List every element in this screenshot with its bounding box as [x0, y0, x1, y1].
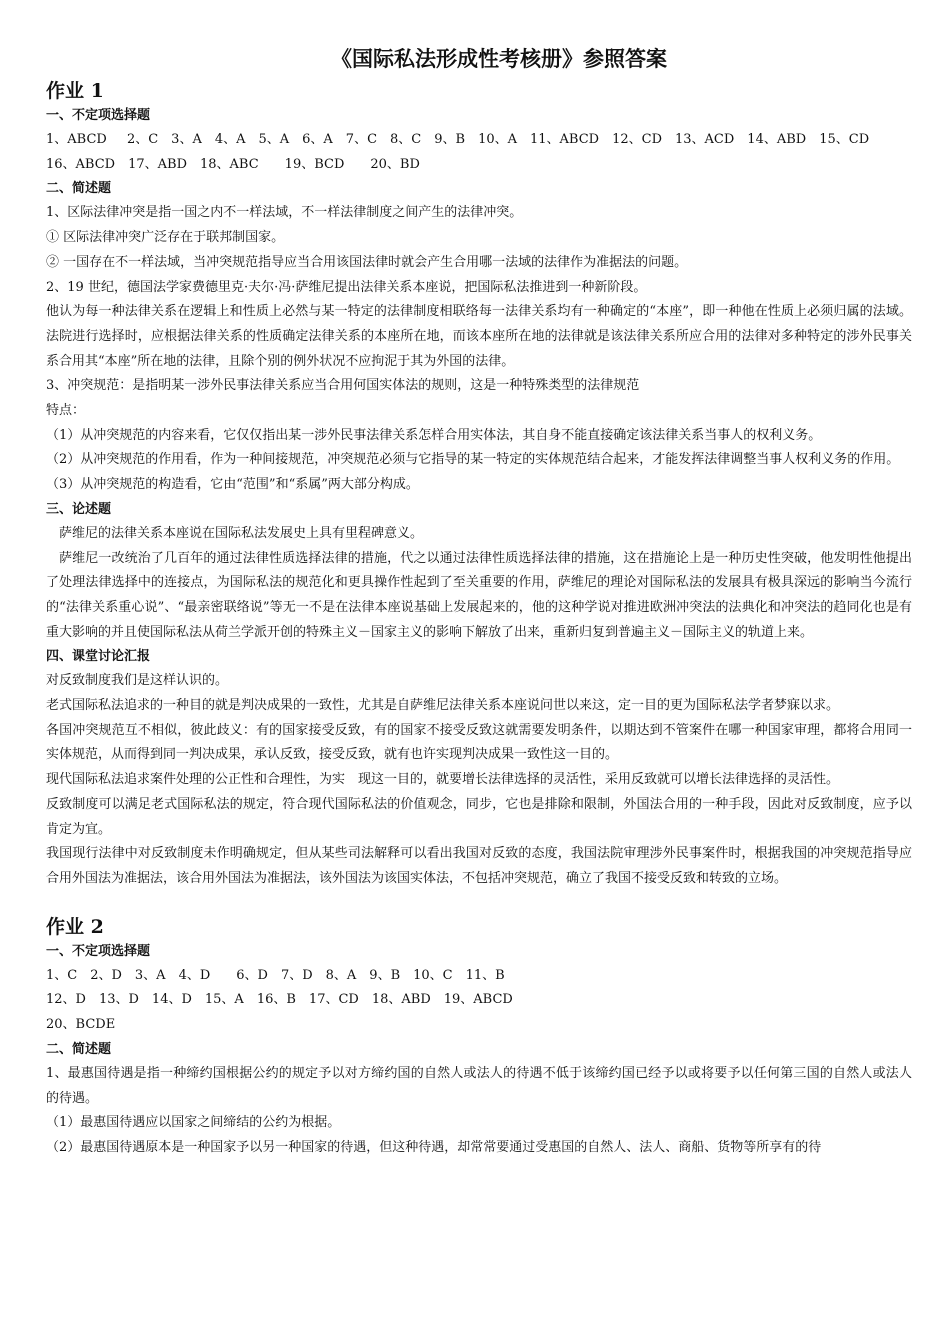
paragraph: （1）从冲突规范的内容来看，它仅仅指出某一涉外民事法律关系怎样合用实体法，其自身不能直接确定该法律关系当事人的权利义务。	[46, 427, 822, 443]
paragraph: 萨维尼一改统治了几百年的通过法律性质选择法律的措施，代之以通过法律性质选择法律的措施，这在措施论上是一种历史性突破，他发明性他提出了处理法律选择中的连接点，为国际私法的规范化和更具操作性起到了至关重要的作用，萨维尼的理论对国际私法的发展具有极具深远的影响当今流行的“法律关系重心说”、“最亲密联络说”等无一不是在法律本座说基础上发展起来的，他的这种学说对推进欧洲冲突法的法典化和冲突法的趋同化也是有重大影响的并且使国际私法从荷兰学派开创的特殊主义－国家主义的影响下解放了出来，重新归复到普遍主义－国际主义的轨道上来。	[46, 550, 912, 640]
paragraph: 现代国际私法追求案件处理的公正性和合理性，为实 现这一目的，就要增长法律选择的灵活性，采用反致就可以增长法律选择的灵活性。	[46, 772, 840, 788]
hw2-answers-line-2: 12、D 13、D 14、D 15、A 16、B 17、CD 18、ABD 19、ABCD	[46, 992, 513, 1008]
document-page	[46, 44, 912, 1161]
paragraph: 3、冲突规范：是指明某一涉外民事法律关系应当合用何国实体法的规则，这是一种特殊类型的法律规范	[46, 378, 640, 394]
paragraph: 1、区际法律冲突是指一国之内不一样法域，不一样法律制度之间产生的法律冲突。	[46, 205, 523, 221]
hw1-section-essay: 三、论述题	[46, 501, 112, 517]
homework-2-title: 作业 2	[46, 915, 104, 938]
hw2-section-short: 二、简述题	[46, 1041, 112, 1057]
hw1-section-discussion: 四、课堂讨论汇报	[46, 649, 151, 665]
paragraph: 我国现行法律中对反致制度未作明确规定，但从某些司法解释可以看出我国对反致的态度，我国法院审理涉外民事案件时，根据我国的冲突规范指导应合用外国法为准据法，该合用外国法为准据法，该外国法为该国实体法，不包括冲突规范，确立了我国不接受反致和转致的立场。	[46, 846, 912, 886]
paragraph: 他认为每一种法律关系在逻辑上和性质上必然与某一特定的法律制度相联络每一法律关系均有一种确定的“本座”，即一种他在性质上必须归属的法域。法院进行选择时，应根据法律关系的性质确定法律关系的本座所在地，而该本座所在地的法律就是该法律关系所应合用的法律对多种特定的涉外民事关系合用其“本座”所在地的法律，且除个别的例外状况不应拘泥于其为外国的法律。	[46, 304, 912, 369]
paragraph: 各国冲突规范互不相似，彼此歧义：有的国家接受反致，有的国家不接受反致这就需要发明条件，以期达到不管案件在哪一种国家审理，都将合用同一实体规范，从而得到同一判决成果，承认反致，接受反致，就有也许实现判决成果一致性这一目的。	[46, 722, 912, 763]
hw2-answers-line-1: 1、C 2、D 3、A 4、D 6、D 7、D 8、A 9、B 10、C 11、B	[46, 967, 505, 983]
hw1-answers-line-1: 1、ABCD 2、C 3、A 4、A 5、A 6、A 7、C 8、C 9、B 10、A 11、ABCD 12、CD 13、ACD 14、ABD 15、CD	[46, 132, 870, 147]
paragraph: 老式国际私法追求的一种目的就是判决成果的一致性，尤其是自萨维尼法律关系本座说问世以来这，定一目的更为国际私法学者梦寐以求。	[46, 698, 840, 714]
paragraph: （2）从冲突规范的作用看，作为一种间接规范，冲突规范必须与它指导的某一特定的实体规范结合起来，才能发挥法律调整当事人权利义务的作用。	[46, 452, 900, 468]
document-title: 《国际私法形成性考核册》参照答案	[331, 46, 667, 71]
hw1-answers-line-2: 16、ABCD 17、ABD 18、ABC 19、BCD 20、BD	[46, 156, 420, 172]
hw1-section-choice: 一、不定项选择题	[46, 108, 151, 123]
paragraph: 萨维尼的法律关系本座说在国际私法发展史上具有里程碑意义。	[59, 525, 424, 541]
paragraph: 特点：	[46, 403, 86, 419]
paragraph: 反致制度可以满足老式国际私法的规定，符合现代国际私法的价值观念，同步，它也是排除和限制，外国法合用的一种手段，因此对反致制度，应予以肯定为宜。	[46, 796, 912, 837]
paragraph: ② 一国存在不一样法域，当冲突规范指导应当合用该国法律时就会产生合用哪一法域的法律作为准据法的问题。	[46, 254, 688, 270]
hw2-answers-line-3: 20、BCDE	[46, 1017, 116, 1033]
paragraph: （3）从冲突规范的构造看，它由“范围”和“系属”两大部分构成。	[46, 477, 419, 493]
hw1-section-short: 二、简述题	[46, 181, 112, 197]
paragraph: 对反致制度我们是这样认识的。	[46, 673, 229, 689]
paragraph: 1、最惠国待遇是指一种缔约国根据公约的规定予以对方缔约国的自然人或法人的待遇不低于该缔约国已经予以或将要予以任何第三国的自然人或法人的待遇。	[46, 1065, 912, 1106]
homework-1-title: 作业 1	[46, 80, 104, 102]
paragraph: ① 区际法律冲突广泛存在于联邦制国家。	[46, 230, 285, 246]
paragraph: （1）最惠国待遇应以国家之间缔结的公约为根据。	[46, 1115, 341, 1131]
section-spacer	[46, 892, 912, 914]
paragraph: 2、19 世纪，德国法学家费德里克·夫尔·冯·萨维尼提出法律关系本座说，把国际私法推进到一种新阶段。	[46, 279, 647, 295]
paragraph: （2）最惠国待遇原本是一种国家予以另一种国家的待遇，但这种待遇，却常常要通过受惠国的自然人、法人、商船、货物等所享有的待	[46, 1139, 822, 1155]
hw2-section-choice: 一、不定项选择题	[46, 943, 151, 959]
